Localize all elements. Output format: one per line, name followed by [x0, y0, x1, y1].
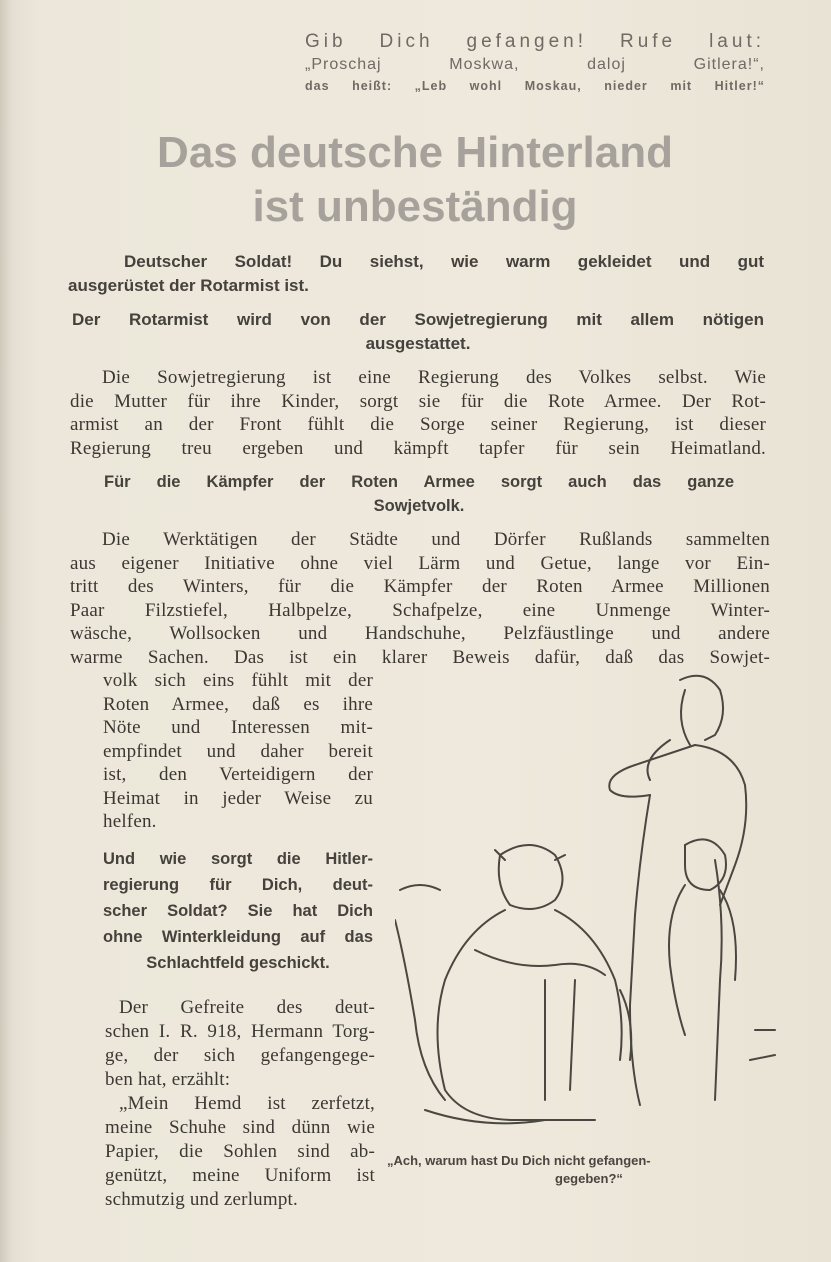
text-line: armist an der Front fühlt die Sorge seiner Regierung, ist dieser [70, 414, 766, 435]
text-line: Deutscher Soldat! Du siehst, wie warm gekleidet und gut [124, 252, 764, 271]
text-line: empfindet und daher bereit [103, 740, 373, 762]
paragraph-3 [103, 846, 373, 976]
text-line: aus eigener Initiative ohne viel Lärm und Getue, lange vor Ein- [70, 552, 770, 574]
text-line: genützt, meine Uniform ist [105, 1165, 375, 1186]
text-line: Die Sowjetregierung ist eine Regierung des Volkes selbst. Wie [102, 367, 766, 388]
caption-line-2: gegeben?“ [555, 1171, 623, 1186]
text-line: Nöte und Interessen mit- [103, 717, 373, 738]
soldiers-illustration [395, 660, 795, 1150]
text-line: ge, der sich gefangengege- [105, 1045, 375, 1066]
text-line: schmutzig und zerlumpt. [105, 1189, 298, 1210]
text-line: ben hat, erzählt: [105, 1069, 231, 1090]
paragraph-2-column [103, 669, 373, 834]
paragraph-2 [70, 528, 770, 669]
text-line: scher Soldat? Sie hat Dich [103, 902, 373, 920]
text-line: wäsche, Wollsocken und Handschuhe, Pelzfäustlinge und andere [70, 623, 770, 644]
intro-paragraph [68, 250, 764, 298]
text-line: Der Rotarmist wird von der Sowjetregierung mit allem nötigen [72, 310, 764, 329]
text-line: die Mutter für ihre Kinder, sorgt sie für die Rote Armee. Der Rot- [70, 390, 766, 412]
paragraph-1 [70, 366, 766, 460]
text-line: „Mein Hemd ist zerfetzt, [119, 1093, 375, 1114]
text-line: Der Gefreite des deut- [119, 997, 375, 1018]
text-line: helfen. [103, 811, 157, 832]
text-line: Paar Filzstiefel, Halbpelze, Schafpelze, eine Unmenge Winter- [70, 599, 770, 621]
text-line: Sowjetvolk. [373, 497, 465, 515]
text-line: Schlachtfeld geschickt. [146, 954, 330, 972]
text-line: ausgerüstet der Rotarmist ist. [68, 276, 309, 295]
text-line: tritt des Winters, für die Kämpfer der Roten Armee Millionen [70, 576, 770, 597]
text-line: Und wie sorgt die Hitler- [103, 850, 373, 868]
title-line-1: Das deutsche Hinterland [157, 128, 673, 177]
header-callout [305, 30, 765, 96]
heading-1 [72, 308, 764, 356]
header-line-2: „Proschaj Moskwa, daloj Gitlera!“, [305, 56, 765, 73]
text-line: Heimat in jeder Weise zu [103, 787, 373, 809]
paragraph-4 [105, 996, 375, 1212]
text-line: Regierung treu ergeben und kämpft tapfer für sein Heimatland. [70, 437, 766, 459]
header-line-3: das heißt: „Leb wohl Moskau, nieder mit Hitler!“ [305, 79, 765, 93]
text-line: meine Schuhe sind dünn wie [105, 1117, 375, 1138]
illustration-caption [385, 1152, 805, 1188]
text-line: ausgestattet. [365, 334, 471, 353]
text-line: schen I. R. 918, Hermann Torg- [105, 1021, 375, 1042]
text-line: ist, den Verteidigern der [103, 764, 373, 785]
text-line: Für die Kämpfer der Roten Armee sorgt auch das ganze [104, 473, 734, 491]
text-line: Die Werktätigen der Städte und Dörfer Rußlands sammelten [102, 529, 770, 550]
caption-line-1: „Ach, warum hast Du Dich nicht gefangen- [387, 1153, 651, 1168]
text-line: volk sich eins fühlt mit der [103, 670, 373, 691]
text-line: regierung für Dich, deut- [103, 876, 373, 894]
heading-2 [104, 470, 734, 518]
text-line: Papier, die Sohlen sind ab- [105, 1141, 375, 1162]
text-line: ohne Winterkleidung auf das [103, 928, 373, 946]
page-title [65, 126, 765, 234]
header-line-1: Gib Dich gefangen! Rufe laut: [305, 31, 765, 52]
text-line: Roten Armee, daß es ihre [103, 693, 373, 715]
title-line-2: ist unbeständig [252, 182, 578, 231]
text-line: warme Sachen. Das ist ein klarer Beweis dafür, daß das Sowjet- [70, 646, 770, 668]
